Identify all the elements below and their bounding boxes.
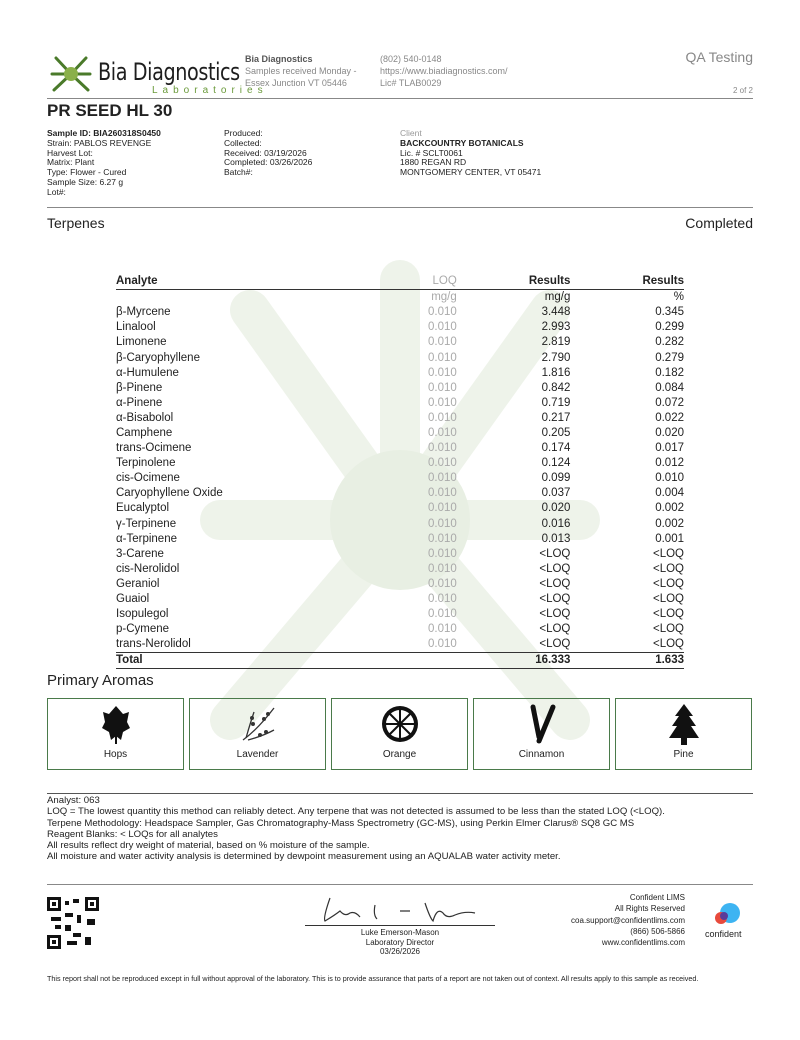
analyte: trans-Ocimene bbox=[116, 442, 192, 455]
result-mg: 0.020 bbox=[541, 502, 571, 515]
result-pct: 0.072 bbox=[655, 396, 684, 409]
loq: 0.010 bbox=[428, 442, 457, 455]
result-mg: <LOQ bbox=[539, 577, 571, 590]
logo-subtitle: Laboratories bbox=[152, 85, 268, 96]
loq: 0.010 bbox=[428, 306, 457, 319]
analyte: γ-Terpinene bbox=[116, 517, 177, 530]
table-row bbox=[116, 562, 684, 577]
strain: Strain: PABLOS REVENGE bbox=[47, 137, 152, 148]
result-pct: 0.182 bbox=[655, 366, 684, 379]
result-mg: 0.099 bbox=[541, 472, 571, 485]
signer-date: 03/26/2026 bbox=[379, 947, 421, 956]
col-results-mg: Results bbox=[457, 274, 571, 290]
result-pct: <LOQ bbox=[652, 577, 684, 590]
table-row bbox=[116, 532, 684, 547]
analyte: Terpinolene bbox=[116, 457, 176, 470]
received: Received: 03/19/2026 bbox=[224, 147, 307, 158]
pine-icon bbox=[616, 699, 751, 749]
analyte bbox=[116, 290, 343, 306]
analyte: α-Bisabolol bbox=[116, 411, 174, 424]
loq: 0.010 bbox=[428, 396, 457, 409]
result-pct: <LOQ bbox=[652, 593, 684, 606]
analyte: Eucalyptol bbox=[116, 502, 170, 515]
cinnamon-icon bbox=[474, 699, 609, 749]
col-results-pct: Results bbox=[570, 274, 684, 290]
batch: Batch#: bbox=[224, 167, 253, 178]
collected: Collected: bbox=[224, 137, 262, 148]
methodology-note: Terpene Methodology: Headspace Sampler, Gas Chromatography-Mass Spectrometry (GC-MS), using Perkin Elmer Clarus® SQ8 GC MS bbox=[47, 817, 635, 829]
result-mg: <LOQ bbox=[539, 562, 571, 575]
loq: 0.010 bbox=[428, 532, 457, 545]
analyte: Camphene bbox=[116, 426, 173, 439]
type: Type: Flower - Cured bbox=[47, 167, 127, 178]
dates-info bbox=[224, 129, 312, 178]
table-row bbox=[116, 637, 684, 653]
confident-logo-icon bbox=[712, 902, 742, 928]
analyte: α-Pinene bbox=[116, 396, 163, 409]
qr-code-icon[interactable] bbox=[47, 897, 99, 949]
aroma-hops bbox=[47, 698, 184, 770]
client-city: MONTGOMERY CENTER, VT 05471 bbox=[400, 167, 542, 178]
logo-name: Bia Diagnostics bbox=[98, 58, 240, 86]
analyte: cis-Ocimene bbox=[116, 472, 180, 485]
result-pct: <LOQ bbox=[652, 638, 684, 651]
qa-testing-label: QA Testing bbox=[685, 49, 753, 65]
aroma-pine bbox=[615, 698, 752, 770]
aroma-lavender bbox=[189, 698, 326, 770]
lavender-icon bbox=[190, 699, 325, 749]
sample-size: Sample Size: 6.27 g bbox=[47, 176, 124, 187]
aromas-title: Primary Aromas bbox=[47, 672, 154, 689]
harvest-lot: Harvest Lot: bbox=[47, 147, 93, 158]
analyte: cis-Nerolidol bbox=[116, 562, 180, 575]
result-mg: 0.217 bbox=[541, 411, 571, 424]
loq: 0.010 bbox=[428, 577, 457, 590]
analyte: p-Cymene bbox=[116, 623, 170, 636]
col-analyte: Analyte bbox=[116, 274, 343, 290]
completed: Completed: 03/26/2026 bbox=[224, 157, 313, 168]
units-row bbox=[116, 290, 684, 306]
orange-icon bbox=[332, 699, 467, 749]
moisture-note: All moisture and water activity analysis is determined by dewpoint measurement using an AQUALAB water activity meter. bbox=[47, 851, 561, 863]
lab-name: Bia Diagnostics bbox=[245, 54, 313, 64]
analyte: Caryophyllene Oxide bbox=[116, 487, 223, 500]
aroma-cinnamon bbox=[473, 698, 610, 770]
result-mg: 2.993 bbox=[541, 321, 571, 334]
sample-info bbox=[47, 129, 161, 198]
aroma-label: Orange bbox=[382, 749, 417, 760]
result-pct: 0.012 bbox=[655, 457, 684, 470]
table-row bbox=[116, 396, 684, 411]
table-row bbox=[116, 577, 684, 592]
table-row bbox=[116, 517, 684, 532]
loq: 0.010 bbox=[428, 411, 457, 424]
result-pct: % bbox=[673, 291, 684, 304]
result-pct: <LOQ bbox=[652, 623, 684, 636]
lims-rights: All Rights Reserved bbox=[614, 904, 685, 914]
lab-phone: (802) 540-0148 bbox=[380, 54, 442, 64]
result-pct: <LOQ bbox=[652, 547, 684, 560]
client-name: BACKCOUNTRY BOTANICALS bbox=[400, 137, 524, 148]
lab-hours: Samples received Monday - bbox=[245, 66, 357, 76]
loq bbox=[343, 653, 457, 669]
confident-brand: confident bbox=[705, 929, 742, 939]
page-number: 2 of 2 bbox=[732, 86, 753, 95]
table-row bbox=[116, 441, 684, 456]
loq: 0.010 bbox=[428, 487, 457, 500]
loq: 0.010 bbox=[428, 608, 457, 621]
table-row bbox=[116, 426, 684, 441]
result-pct: <LOQ bbox=[652, 608, 684, 621]
result-mg: <LOQ bbox=[539, 547, 571, 560]
blanks-note: Reagent Blanks: < LOQs for all analytes bbox=[47, 828, 218, 840]
result-mg: 3.448 bbox=[541, 306, 571, 319]
loq: 0.010 bbox=[428, 381, 457, 394]
loq-note: LOQ = The lowest quantity this method can reliably detect. Any terpene that was not detected is assumed to be less than the stated LOQ (<LOQ). bbox=[47, 806, 665, 818]
result-pct: 0.022 bbox=[655, 411, 684, 424]
table-row bbox=[116, 305, 684, 320]
table-row bbox=[116, 547, 684, 562]
analyte: β-Pinene bbox=[116, 381, 163, 394]
result-pct: <LOQ bbox=[652, 562, 684, 575]
section-status: Completed bbox=[685, 215, 753, 231]
signature-icon bbox=[305, 893, 495, 927]
result-mg: 0.174 bbox=[541, 442, 571, 455]
loq: 0.010 bbox=[428, 472, 457, 485]
analyte: Guaiol bbox=[116, 593, 150, 606]
result-pct: 0.282 bbox=[655, 336, 684, 349]
result-pct: 0.345 bbox=[655, 306, 684, 319]
lab-website[interactable]: https://www.biadiagnostics.com/ bbox=[380, 66, 508, 76]
table-row bbox=[116, 320, 684, 335]
loq: mg/g bbox=[431, 291, 457, 304]
result-mg: 0.124 bbox=[541, 457, 571, 470]
result-mg: 0.719 bbox=[541, 396, 571, 409]
result-mg: 0.037 bbox=[541, 487, 571, 500]
bia-logo-icon bbox=[48, 52, 94, 96]
result-mg: <LOQ bbox=[539, 608, 571, 621]
loq: 0.010 bbox=[428, 623, 457, 636]
loq: 0.010 bbox=[428, 366, 457, 379]
result-mg: mg/g bbox=[544, 291, 571, 304]
result-mg: 0.016 bbox=[541, 517, 571, 530]
analyte: Geraniol bbox=[116, 577, 160, 590]
loq: 0.010 bbox=[428, 517, 457, 530]
table-row bbox=[116, 335, 684, 350]
result-pct: 0.279 bbox=[655, 351, 684, 364]
analyte: β-Caryophyllene bbox=[116, 351, 200, 364]
client-street: 1880 REGAN RD bbox=[400, 157, 467, 168]
table-row bbox=[116, 381, 684, 396]
result-pct: 0.017 bbox=[655, 442, 684, 455]
result-mg: 2.819 bbox=[541, 336, 571, 349]
hops-icon bbox=[48, 699, 183, 749]
table-row bbox=[116, 456, 684, 471]
terpenes-table bbox=[116, 274, 684, 669]
table-row bbox=[116, 501, 684, 516]
analyte: α-Terpinene bbox=[116, 532, 177, 545]
result-mg: 0.013 bbox=[541, 532, 571, 545]
signer-title: Laboratory Director bbox=[365, 937, 435, 947]
product-title: PR SEED HL 30 bbox=[47, 101, 173, 120]
loq: 0.010 bbox=[428, 426, 457, 439]
table-row bbox=[116, 622, 684, 637]
table-row bbox=[116, 366, 684, 381]
result-mg: <LOQ bbox=[539, 593, 571, 606]
analyte: Limonene bbox=[116, 336, 167, 349]
result-pct: 0.001 bbox=[655, 532, 684, 545]
analyte: β-Myrcene bbox=[116, 306, 171, 319]
lab-license: Lic# TLAB0029 bbox=[380, 78, 442, 88]
result-mg: 1.816 bbox=[541, 366, 571, 379]
loq: 0.010 bbox=[428, 321, 457, 334]
result-mg: 0.842 bbox=[541, 381, 571, 394]
client-label: Client bbox=[400, 128, 422, 138]
signer-name: Luke Emerson-Mason bbox=[360, 928, 440, 937]
aroma-label: Hops bbox=[103, 749, 128, 760]
loq: 0.010 bbox=[428, 351, 457, 364]
result-mg: <LOQ bbox=[539, 623, 571, 636]
result-mg: 0.205 bbox=[541, 426, 571, 439]
result-pct: 0.010 bbox=[655, 472, 684, 485]
result-pct: 0.002 bbox=[655, 517, 684, 530]
result-mg: <LOQ bbox=[539, 638, 571, 651]
matrix: Matrix: Plant bbox=[47, 157, 95, 168]
analyte: Isopulegol bbox=[116, 608, 169, 621]
disclaimer: This report shall not be reproduced except in full without approval of the laboratory. This is to provide assurance that parts of a report are not taken out of context. All results apply to this sample as received. bbox=[47, 974, 699, 983]
loq: 0.010 bbox=[428, 638, 457, 651]
table-row bbox=[116, 592, 684, 607]
total-row bbox=[116, 653, 684, 669]
loq: 0.010 bbox=[428, 593, 457, 606]
table-row bbox=[116, 350, 684, 365]
aroma-orange bbox=[331, 698, 468, 770]
col-loq: LOQ bbox=[343, 274, 457, 290]
result-pct: 0.299 bbox=[655, 321, 684, 334]
client-info bbox=[400, 129, 541, 178]
aroma-label: Cinnamon bbox=[518, 749, 565, 760]
loq: 0.010 bbox=[428, 502, 457, 515]
analyst: Analyst: 063 bbox=[47, 795, 100, 806]
lims-website[interactable]: www.confidentlims.com bbox=[601, 938, 685, 948]
result-pct: 0.084 bbox=[655, 381, 684, 394]
analyte: α-Humulene bbox=[116, 366, 179, 379]
client-license: Lic. # SCLT0061 bbox=[400, 147, 463, 158]
table-row bbox=[116, 607, 684, 622]
sample-id: Sample ID: BIA260318S0450 bbox=[47, 128, 161, 138]
lims-phone: (866) 506-5866 bbox=[630, 926, 685, 936]
produced: Produced: bbox=[224, 128, 263, 138]
lims-name: Confident LIMS bbox=[629, 893, 685, 902]
result-pct: 0.004 bbox=[655, 487, 684, 500]
table-row bbox=[116, 471, 684, 486]
result-pct: 0.020 bbox=[655, 426, 684, 439]
lims-email[interactable]: coa.support@confidentlims.com bbox=[571, 915, 685, 925]
loq: 0.010 bbox=[428, 336, 457, 349]
table-row bbox=[116, 486, 684, 501]
result-mg: 2.790 bbox=[541, 351, 571, 364]
analyte: trans-Nerolidol bbox=[116, 638, 191, 651]
lab-address: Essex Junction VT 05446 bbox=[245, 78, 347, 88]
section-title: Terpenes bbox=[47, 215, 105, 231]
analyte: Total bbox=[116, 653, 343, 669]
aroma-label: Pine bbox=[673, 749, 694, 760]
table-row bbox=[116, 411, 684, 426]
dry-weight-note: All results reflect dry weight of material, based on % moisture of the sample. bbox=[47, 840, 370, 852]
analyte: Linalool bbox=[116, 321, 156, 334]
result-pct: 1.633 bbox=[570, 653, 684, 669]
loq: 0.010 bbox=[428, 457, 457, 470]
loq: 0.010 bbox=[428, 562, 457, 575]
loq: 0.010 bbox=[428, 547, 457, 560]
lot: Lot#: bbox=[47, 186, 66, 197]
analyte: 3-Carene bbox=[116, 547, 164, 560]
aroma-label: Lavender bbox=[236, 749, 279, 760]
notes bbox=[47, 795, 747, 863]
result-mg: 16.333 bbox=[457, 653, 571, 669]
result-pct: 0.002 bbox=[655, 502, 684, 515]
